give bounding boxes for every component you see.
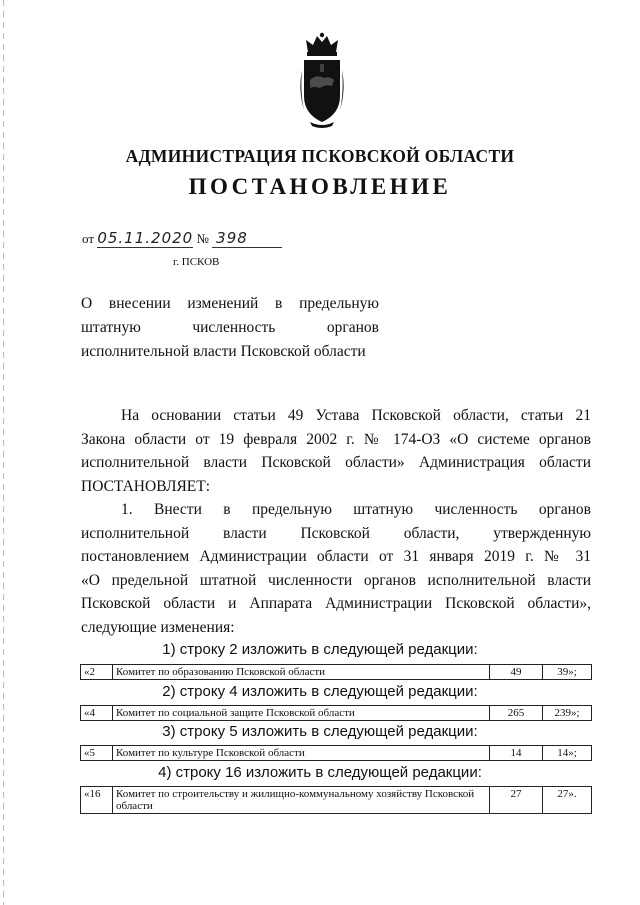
subject-line: штатную численность органов xyxy=(81,319,379,336)
date-prefix: от xyxy=(82,231,95,246)
row-name: Комитет по социальной защите Псковской области xyxy=(113,706,490,721)
handwritten-date: 05.11.2020 xyxy=(97,229,194,247)
row-value-new: 239»; xyxy=(543,706,592,721)
row-number: «2 xyxy=(81,665,113,680)
table-row xyxy=(80,745,592,761)
row-value-old: 14 xyxy=(490,746,543,761)
number-prefix: № xyxy=(196,231,209,246)
change-instruction: 2) строку 4 изложить в следующей редакции: xyxy=(162,683,478,700)
table-row xyxy=(80,786,592,814)
row-name: Комитет по строительству и жилищно-коммунальному хозяйству Псковской области xyxy=(113,787,490,814)
item-1-paragraph xyxy=(81,498,591,639)
subject-heading xyxy=(81,292,379,364)
change-instruction: 4) строку 16 изложить в следующей редакции: xyxy=(158,764,482,781)
coat-of-arms-emblem xyxy=(296,30,348,130)
document-type-title: ПОСТАНОВЛЕНИЕ xyxy=(188,174,452,199)
row-number: «5 xyxy=(81,746,113,761)
preamble-line: Закона области от 19 февраля 2002 г. № 174-ОЗ «О системе органов xyxy=(81,430,591,448)
row-name: Комитет по образованию Псковской области xyxy=(113,665,490,680)
row-number: «4 xyxy=(81,706,113,721)
preamble-paragraph xyxy=(81,404,591,498)
item-line: 1. Внести в предельную штатную численность органов xyxy=(121,501,591,518)
row-value-new: 27». xyxy=(543,787,592,814)
handwritten-number: 398 xyxy=(212,229,282,248)
row-value-old: 49 xyxy=(490,665,543,680)
row-value-old: 27 xyxy=(490,787,543,814)
change-instruction: 1) строку 2 изложить в следующей редакции: xyxy=(162,641,478,658)
date-number-line xyxy=(82,229,282,248)
item-line: постановлением Администрации области от 31 января 2019 г. № 31 xyxy=(81,548,591,565)
item-line: «О предельной штатной численности органов исполнительной власти xyxy=(81,571,591,589)
row-name: Комитет по культуре Псковской области xyxy=(113,746,490,761)
item-line: Псковской области и Аппарата Администрации Псковской области», xyxy=(81,595,591,612)
change-instruction: 3) строку 5 изложить в следующей редакции: xyxy=(162,723,478,740)
preamble-line: На основании статьи 49 Устава Псковской области, статьи 21 xyxy=(121,407,591,424)
item-line: исполнительной власти Псковской области, утвержденную xyxy=(81,524,591,542)
row-value-new: 39»; xyxy=(543,665,592,680)
table-row xyxy=(80,705,592,721)
subject-line: О внесении изменений в предельную xyxy=(81,295,379,312)
preamble-line: ПОСТАНОВЛЯЕТ: xyxy=(81,477,211,495)
item-line: следующие изменения: xyxy=(81,618,235,636)
row-number: «16 xyxy=(81,787,113,814)
row-value-old: 265 xyxy=(490,706,543,721)
preamble-line: исполнительной власти Псковской области» Администрация области xyxy=(81,454,591,471)
organization-name: АДМИНИСТРАЦИЯ ПСКОВСКОЙ ОБЛАСТИ xyxy=(125,146,515,166)
subject-line: исполнительной власти Псковской области xyxy=(81,343,366,360)
table-row xyxy=(80,664,592,680)
row-value-new: 14»; xyxy=(543,746,592,761)
city-label: г. ПСКОВ xyxy=(173,256,220,268)
